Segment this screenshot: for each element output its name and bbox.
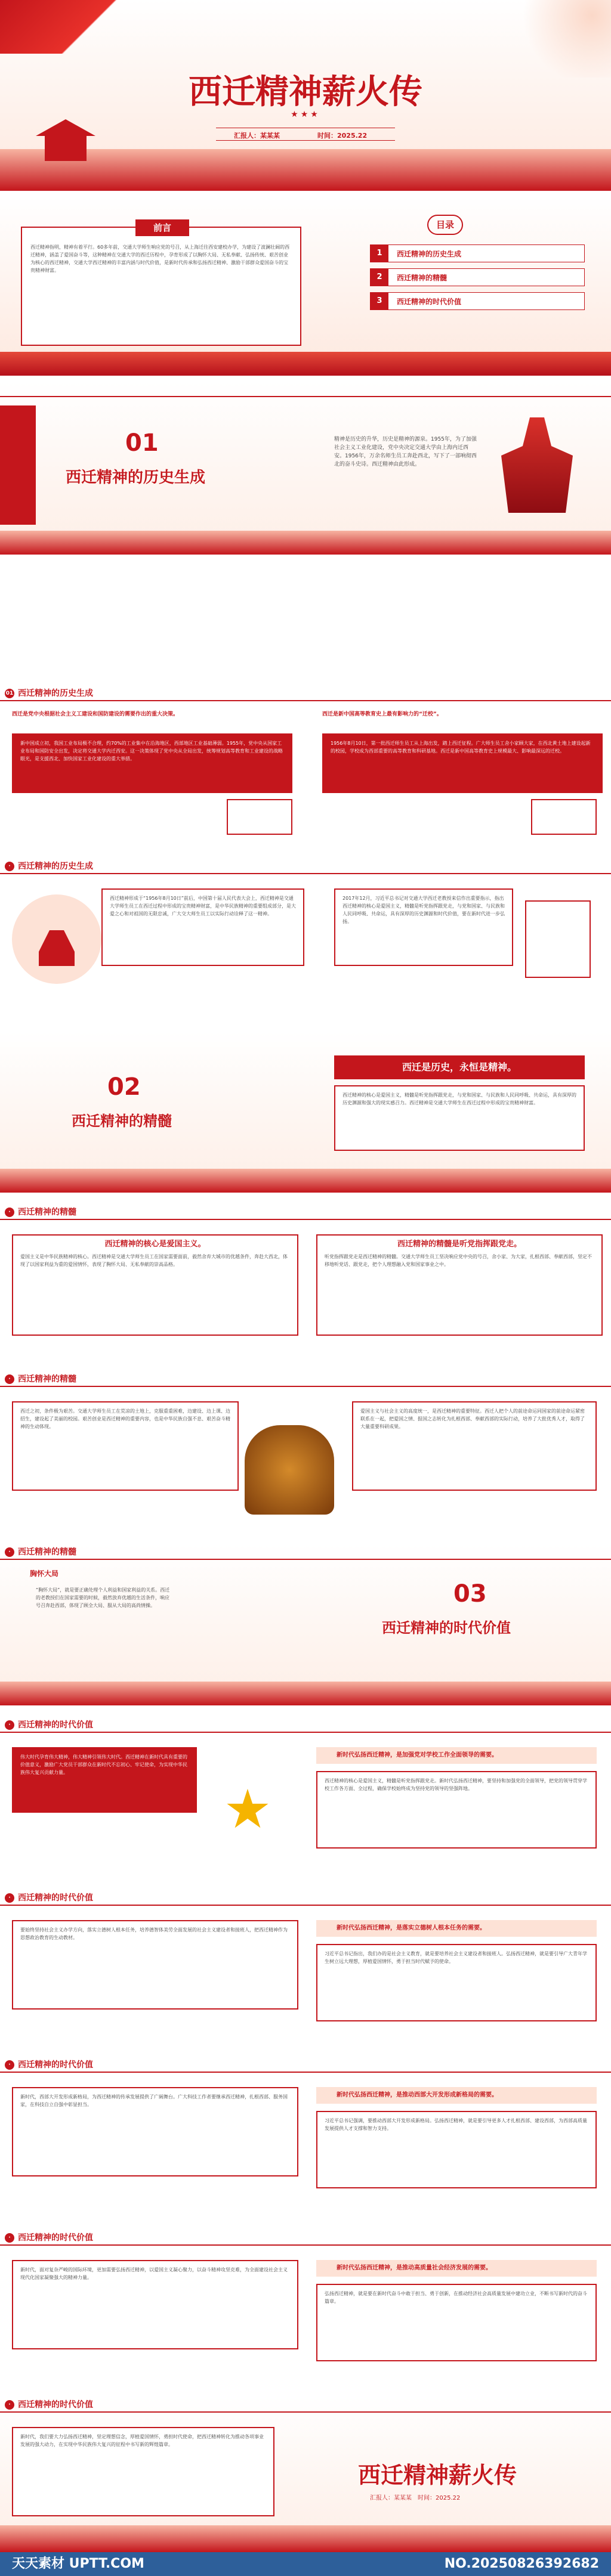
meeting-icon (227, 799, 292, 835)
toc-item-number: 1 (371, 244, 388, 262)
section-number-icon: · (5, 2400, 14, 2410)
section-tag: 西迁精神的时代价值 (18, 2060, 93, 2070)
document-icon (525, 900, 591, 978)
part2-slide (0, 1032, 611, 1193)
star-icon: ★ (223, 1778, 272, 1841)
section-number-icon: · (5, 862, 14, 871)
watermark-right: NO.20250826392682 (444, 2556, 599, 2571)
part3-title: 西迁精神的时代价值 (382, 1620, 511, 1636)
preface-box (21, 222, 301, 346)
section-tag: 西迁精神的时代价值 (18, 1720, 93, 1730)
left-content: 西迁之初，条件极为艰苦。交通大学师生员工在荒凉的土地上，克服重重困难，边建设、边上课、边招生，建设起了美丽的校园。艰苦创业是西迁精神的重要内容，也是中华民族自强不息、艰苦奋斗精神的生动体现。 (12, 1401, 239, 1491)
right-heading: 新时代弘扬西迁精神，是推动西部大开发形成新格局的需要。 (316, 2087, 597, 2104)
preface-text: 西迁精神指明，精神有着平行。60多年前，交通大学师生响应党的号召，从上海迁往西安建校办学，为建设了波澜壮阔的西迁精神，涵盖了爱国奋斗等，这种精神在交通大学的西迁历程中，孕育形成了以胸怀大局、无私奉献、弘扬传统、艰苦创业为核心的西迁精神，交通大学西迁精神的丰富内涵与时代价值，是新时代传承和弘扬西迁精神、激励干部群众爱国奋斗的宝贵精神财富。 (30, 244, 290, 273)
right-heading: 新时代弘扬西迁精神，是加强党对学校工作全面领导的需要。 (316, 1747, 597, 1764)
right-box (316, 1234, 603, 1336)
section-header (0, 2057, 611, 2073)
toc-badge: 目录 (427, 215, 463, 235)
toc-item-label: 西迁精神的时代价值 (397, 297, 462, 306)
footer-band (0, 1169, 611, 1193)
left-content: 新中国成立初，我国工业布局极不合理，约70%的工业集中在沿海地区，西部地区工业基础薄弱。1955年，党中央从国家工业布局和国防安全出发，决定将交通大学内迁西安。这一决策体现了党中央从全局出发，统筹规划高等教育和工业建设的战略眼光，是支援西北、加快国家工业化建设的重大举措。 (12, 733, 292, 793)
essence-slide-2 (0, 1371, 611, 1532)
toc-item-label: 西迁精神的精髓 (397, 273, 448, 282)
part2-title: 西迁精神的精髓 (72, 1113, 172, 1129)
footer-band (0, 531, 611, 555)
right-content: 2017年12月，习近平总书记对交通大学西迁老教授来信作出重要指示，指出西迁精神的核心是爱国主义，精髓是听党指挥跟党走，与党和国家、与民族和人民同呼吸、共命运，具有深厚的历史渊源和时代价值，要在新时代进一步弘扬。 (334, 888, 513, 966)
part1-header (0, 382, 611, 397)
section-header (0, 1544, 611, 1560)
right-content: 听党指挥跟党走是西迁精神的精髓。交通大学师生员工坚决响应党中央的号召，舍小家、为大家，扎根西部、奉献西部，坚定不移地听党话、跟党走，把个人理想融入党和国家事业之中。 (325, 1254, 592, 1267)
cover-slide (0, 0, 611, 191)
watermark-bar (0, 2552, 611, 2576)
section-tag: 西迁精神的历史生成 (18, 689, 93, 698)
section-header (0, 2397, 611, 2413)
statue-icon (501, 417, 573, 513)
right-content: 弘扬西迁精神，就是要在新时代奋斗中敢于担当、勇于创新，在推动经济社会高质量发展中建功立业，不断书写新时代的奋斗篇章。 (316, 2284, 597, 2361)
value-slide-2 (0, 1890, 611, 2045)
speaker-icon (12, 894, 101, 984)
section-header (0, 686, 611, 701)
footer-band (0, 352, 611, 376)
value-slide-3 (0, 2057, 611, 2218)
section-tag: 西迁精神的精髓 (18, 1374, 76, 1384)
left-box (12, 1234, 298, 1336)
section-number-icon: · (5, 1208, 14, 1217)
part3-slide (0, 1544, 611, 1705)
time-label: 时间：2025.22 (317, 132, 368, 140)
part1-title: 西迁精神的历史生成 (66, 469, 206, 487)
preface-tag: 前言 (135, 219, 189, 236)
left-accent-bar (0, 405, 36, 525)
section-header (0, 1205, 611, 1220)
section-tag: 西迁精神的精髓 (18, 1547, 76, 1557)
section-number-icon: · (5, 1893, 14, 1903)
right-content: 爱国主义与社会主义的高度统一，是西迁精神的重要特征。西迁人把个人的前途命运同国家的前途命运紧密联系在一起，把爱国之情、报国之志转化为扎根西部、奉献西部的实际行动，培养了大批优秀人才，取得了大量重要科研成果。 (352, 1401, 597, 1491)
section-number-icon: · (5, 1720, 14, 1730)
section-number-icon: · (5, 2233, 14, 2243)
star-row: ★★★ (291, 110, 320, 119)
section-tag: 西迁精神的时代价值 (18, 1893, 93, 1903)
history-slide-2 (0, 859, 611, 1020)
toc-item[interactable] (370, 268, 585, 286)
part1-desc: 精神是历史的升华，历史是精神的源泉。1955年，为了加强社会主义工业化建设，党中央决定交通大学由上海内迁西安。1956年，万余名师生员工奔赴西北，写下了一部响彻西北的奋斗史诗。西迁精神由此形成。 (334, 436, 477, 467)
toc-item[interactable] (370, 244, 585, 262)
right-content: 习近平总书记指出，我们办的是社会主义教育，就是要培养社会主义建设者和接班人。弘扬西迁精神，就是要引导广大青年学生树立远大理想，厚植爱国情怀，勇于担当时代赋予的使命。 (316, 1944, 597, 2021)
red-flag-decoration (0, 0, 155, 54)
watermark-left: 天天素材 UPTT.COM (12, 2556, 144, 2571)
left-heading: 西迁是党中央根据社会主义工建设和国防建设的需要作出的重大决策。 (12, 711, 179, 717)
part1-number: 01 (125, 429, 159, 457)
part2-quote: 西迁是历史，永恒是精神。 (334, 1055, 585, 1079)
toc-item-number: 3 (371, 292, 388, 310)
part2-number: 02 (107, 1073, 141, 1101)
closing-title: 西迁精神薪火传 (358, 2462, 517, 2488)
right-heading: 新时代弘扬西迁精神，是落实立德树人根本任务的需要。 (316, 1920, 597, 1937)
sub-text: “胸怀大局”，就是要正确处理个人利益和国家利益的关系。西迁的老教授们在国家需要的时候，毅然放弃优越的生活条件，响应号召奔赴西部，体现了顾全大局、服从大局的高尚情操。 (36, 1587, 170, 1608)
left-content: 新时代，西部大开发形成新格局，为西迁精神的传承发展提供了广阔舞台。广大科技工作者要继承西迁精神，扎根西部、服务国家，在科技自立自强中彰显担当。 (12, 2087, 298, 2176)
essence-slide-1 (0, 1205, 611, 1360)
right-heading: 西迁精神的精髓是听党指挥跟党走。 (397, 1240, 521, 1249)
right-heading: 新时代弘扬西迁精神，是推动高质量社会经济发展的需要。 (316, 2260, 597, 2277)
left-content: 爱国主义是中华民族精神的核心。西迁精神是交通大学师生员工在国家需要面前，毅然舍弃大城市的优越条件，奔赴大西北，体现了以国家利益为重的爱国情怀，表现了胸怀大局、无私奉献的崇高品格。 (20, 1254, 288, 1267)
section-number-icon: · (5, 1547, 14, 1557)
value-slide-1 (0, 1717, 611, 1878)
toc-item[interactable] (370, 292, 585, 310)
section-tag: 西迁精神的时代价值 (18, 2233, 93, 2243)
toc-item-label: 西迁精神的历史生成 (397, 249, 462, 258)
toc-item-number: 2 (371, 268, 388, 286)
left-content: 新时代，面对复杂严峻的国际环境，更加需要弘扬西迁精神，以爱国主义凝心聚力，以奋斗精神攻坚克难，为全面建设社会主义现代化国家凝聚强大的精神力量。 (12, 2260, 298, 2349)
closing-slide (0, 2397, 611, 2552)
cover-title: 西迁精神薪火传 (189, 72, 422, 112)
right-heading: 西迁是新中国高等教育史上最有影响力的“迁校”。 (322, 711, 442, 717)
part2-text: 西迁精神的核心是爱国主义，精髓是听党指挥跟党走，与党和国家、与民族和人民同呼吸、共命运，具有深厚的历史渊源和强大的现实感召力。西迁精神是交通大学师生在西迁过程中形成的宝贵精神财富。 (334, 1085, 585, 1151)
cover-meta (216, 128, 395, 141)
section-tag: 西迁精神的时代价值 (18, 2400, 93, 2410)
intro-slide (0, 197, 611, 376)
meeting-icon (531, 799, 597, 835)
tower-icon (36, 119, 95, 161)
left-content: 要始终坚持社会主义办学方向，落实立德树人根本任务，培养德智体美劳全面发展的社会主义建设者和接班人，把西迁精神作为思想政治教育的生动教材。 (12, 1920, 298, 2010)
section-header (0, 1890, 611, 1906)
toc-list (370, 244, 585, 316)
history-slide-1 (0, 686, 611, 847)
lion-statue-icon (245, 1425, 334, 1515)
section-header (0, 1371, 611, 1387)
left-content: 西迁精神形成于“1956年8月10日”前后，中国第十届人民代表大会上，西迁精神是交通大学师生员工在西迁过程中形成的宝贵精神财富，是中华民族精神的重要组成部分，是大爱之心和对祖国的无限忠诚，广大交大师生员工以实际行动诠释了这一精神。 (101, 888, 304, 966)
section-header (0, 859, 611, 874)
right-content: 1956年8月10日，第一批西迁师生员工从上海出发，踏上西迁征程。广大师生员工舍小家顾大家，在西北黄土地上建设起新的校园，学校成为西部重要的高等教育和科研基地。西迁是新中国高等教育史上规模最大、影响最深远的迁校。 (322, 733, 603, 793)
section-tag: 西迁精神的精髓 (18, 1208, 76, 1217)
section-tag: 西迁精神的历史生成 (18, 862, 93, 871)
right-content: 习近平总书记强调，要推动西部大开发形成新格局。弘扬西迁精神，就是要引导更多人才扎根西部、建设西部，为西部高质量发展提供人才支撑和智力支持。 (316, 2111, 597, 2188)
footer-band (0, 2525, 611, 2552)
footer-band (0, 1682, 611, 1705)
left-content: 伟大时代孕育伟大精神，伟大精神引领伟大时代。西迁精神在新时代具有重要的价值意义，激励广大党员干部群众在新时代不忘初心、牢记使命，为实现中华民族伟大复兴贡献力量。 (12, 1747, 197, 1813)
part3-number: 03 (453, 1580, 487, 1608)
closing-text: 新时代，我们要大力弘扬西迁精神，坚定理想信念，厚植爱国情怀，勇担时代使命，把西迁精神转化为推动各项事业发展的强大动力，在实现中华民族伟大复兴的征程中书写新的辉煌篇章。 (12, 2427, 274, 2516)
closing-meta: 汇报人：某某某 时间：2025.22 (370, 2495, 461, 2501)
right-content: 西迁精神的核心是爱国主义，精髓是听党指挥跟党走。新时代弘扬西迁精神，要坚持和加强党的全面领导，把党的领导贯穿学校工作各方面、全过程，确保学校始终成为坚持党的领导的坚强阵地。 (316, 1771, 597, 1849)
sub-heading: 胸怀大局 (30, 1569, 59, 1578)
section-number: 01 (5, 689, 14, 698)
section-number-icon: · (5, 2060, 14, 2070)
left-heading: 西迁精神的核心是爱国主义。 (104, 1240, 206, 1249)
section-header (0, 1717, 611, 1733)
part1-slide (0, 382, 611, 555)
value-slide-4 (0, 2230, 611, 2385)
city-skyline (0, 149, 611, 191)
section-number-icon: · (5, 1374, 14, 1384)
section-header (0, 2230, 611, 2246)
reporter-label: 汇报人：某某某 (234, 132, 280, 140)
